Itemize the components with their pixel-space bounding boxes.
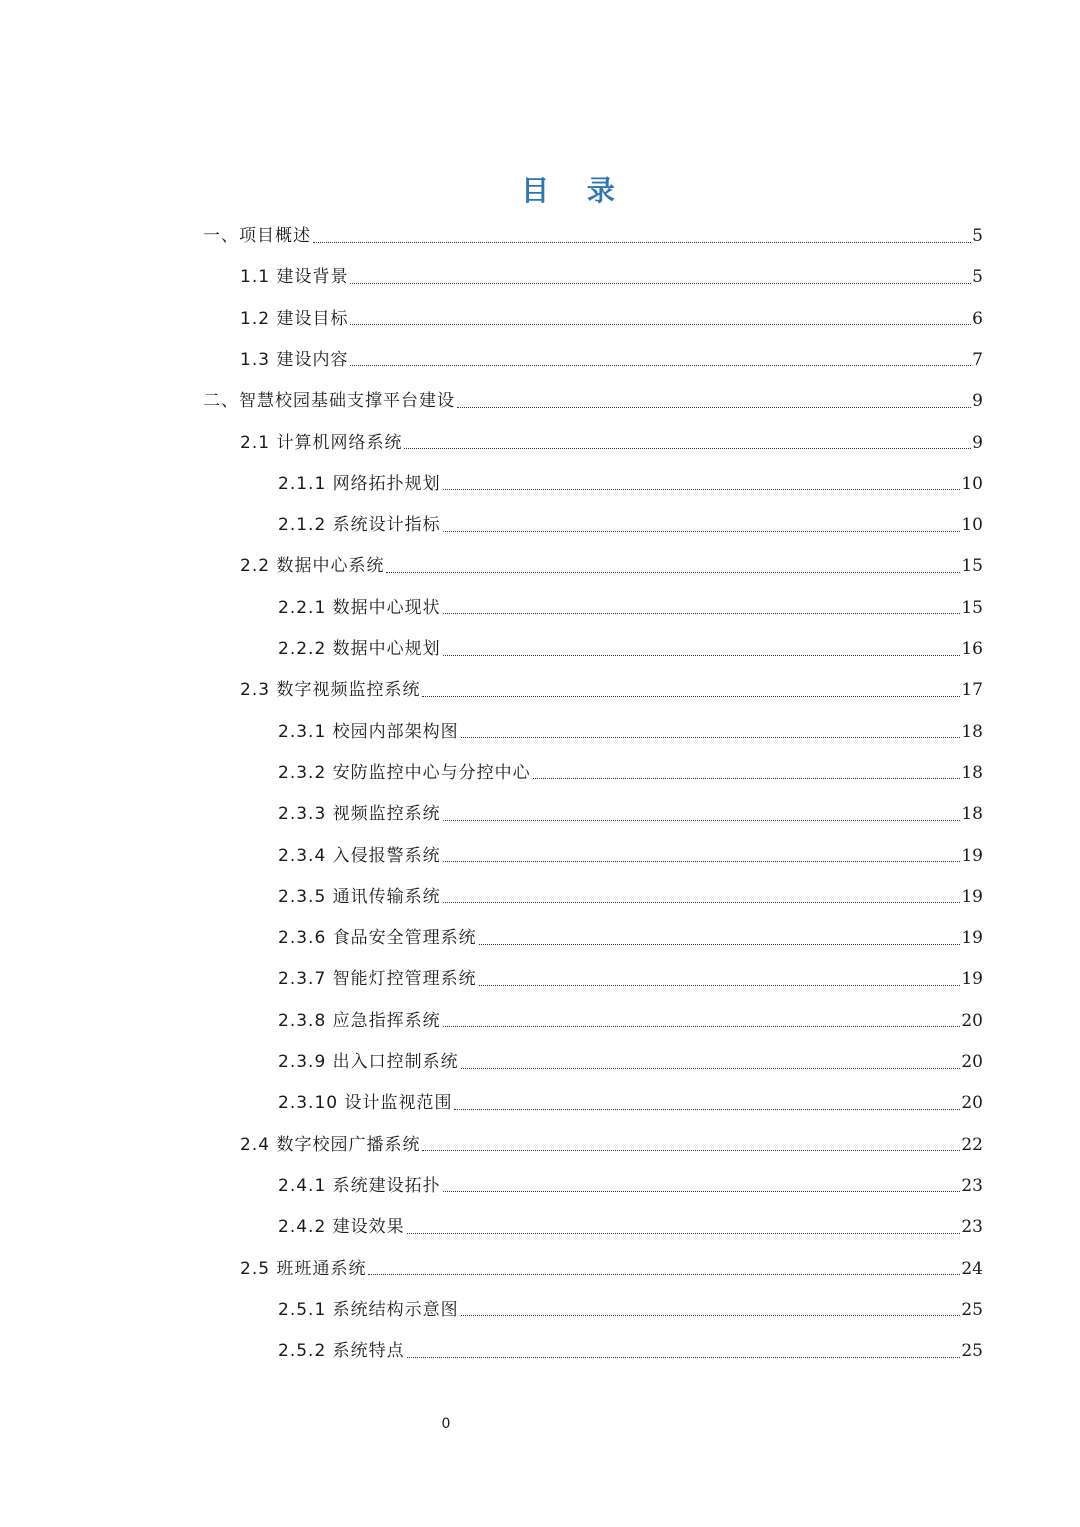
toc-dot-leader bbox=[461, 1067, 961, 1069]
toc-entry[interactable] bbox=[240, 423, 983, 464]
toc-entry[interactable] bbox=[278, 1001, 983, 1042]
toc-entry[interactable] bbox=[278, 1207, 983, 1248]
toc-entry-label: 2.4 数字校园广播系统 bbox=[240, 1134, 421, 1155]
toc-dot-leader bbox=[404, 447, 971, 449]
toc-entry[interactable] bbox=[278, 918, 983, 959]
toc-entry-label: 2.3.5 通讯传输系统 bbox=[278, 886, 441, 907]
toc-dot-leader bbox=[350, 323, 971, 325]
toc-entry-page-number: 15 bbox=[961, 597, 983, 618]
toc-dot-leader bbox=[454, 1108, 960, 1110]
toc-entry-label: 2.2.1 数据中心现状 bbox=[278, 597, 441, 618]
toc-dot-leader bbox=[443, 654, 961, 656]
toc-entry-page-number: 19 bbox=[961, 886, 983, 907]
toc-entry-label: 2.3.7 智能灯控管理系统 bbox=[278, 969, 477, 990]
toc-entry[interactable] bbox=[278, 712, 983, 753]
toc-entry-label: 2.3.2 安防监控中心与分控中心 bbox=[278, 762, 531, 783]
toc-entry-label: 2.3.4 入侵报警系统 bbox=[278, 845, 441, 866]
toc-entry-label: 2.4.2 建设效果 bbox=[278, 1217, 405, 1238]
toc-entry-label: 2.1 计算机网络系统 bbox=[240, 432, 403, 453]
toc-entry-page-number: 9 bbox=[972, 391, 983, 412]
toc-entry-label: 一、项目概述 bbox=[203, 226, 311, 246]
toc-dot-leader bbox=[443, 488, 961, 490]
toc-dot-leader bbox=[350, 364, 971, 366]
toc-entry-label: 2.1.1 网络拓扑规划 bbox=[278, 473, 441, 494]
toc-entry-label: 1.3 建设内容 bbox=[240, 349, 349, 370]
toc-entry-label: 2.2.2 数据中心规划 bbox=[278, 639, 441, 659]
toc-dot-leader bbox=[422, 695, 960, 697]
toc-dot-leader bbox=[407, 1232, 961, 1234]
toc-entry-label: 2.3.6 食品安全管理系统 bbox=[278, 928, 477, 949]
toc-entry-page-number: 23 bbox=[961, 1217, 983, 1238]
toc-entry-label: 2.3.3 视频监控系统 bbox=[278, 804, 441, 825]
toc-dot-leader bbox=[479, 984, 961, 986]
toc-entry[interactable] bbox=[278, 877, 983, 918]
toc-entry-label: 2.3.1 校园内部架构图 bbox=[278, 721, 459, 742]
toc-entry-page-number: 22 bbox=[961, 1134, 983, 1155]
toc-dot-leader bbox=[461, 736, 961, 738]
toc-entry-page-number: 10 bbox=[961, 515, 983, 536]
toc-entry[interactable] bbox=[278, 794, 983, 835]
toc-entry-label: 2.5.2 系统特点 bbox=[278, 1341, 405, 1362]
toc-dot-leader bbox=[422, 1149, 960, 1151]
toc-entry-label: 2.4.1 系统建设拓扑 bbox=[278, 1175, 441, 1196]
toc-entry-label: 2.1.2 系统设计指标 bbox=[278, 515, 441, 536]
toc-entry-label: 2.5 班班通系统 bbox=[240, 1258, 367, 1279]
toc-entry[interactable] bbox=[278, 1166, 983, 1207]
toc-entry-page-number: 15 bbox=[961, 556, 983, 577]
toc-entry[interactable] bbox=[278, 1083, 983, 1124]
toc-entry[interactable] bbox=[278, 464, 983, 505]
toc-dot-leader bbox=[461, 1314, 961, 1316]
toc-dot-leader bbox=[386, 571, 960, 573]
toc-entry[interactable] bbox=[278, 505, 983, 546]
toc-entry-page-number: 6 bbox=[972, 308, 983, 329]
toc-entry-label: 1.1 建设背景 bbox=[240, 267, 349, 288]
toc-entry[interactable] bbox=[240, 1125, 983, 1166]
toc-dot-leader bbox=[533, 777, 961, 779]
toc-entry[interactable] bbox=[240, 299, 983, 340]
toc-entry-page-number: 5 bbox=[972, 226, 983, 246]
toc-entry[interactable] bbox=[278, 629, 983, 670]
toc-entry-page-number: 25 bbox=[961, 1299, 983, 1320]
toc-entry[interactable] bbox=[278, 1042, 983, 1083]
toc-entry[interactable] bbox=[278, 836, 983, 877]
toc-dot-leader bbox=[368, 1273, 960, 1275]
toc-entry-page-number: 9 bbox=[972, 432, 983, 453]
toc-dot-leader bbox=[479, 943, 961, 945]
toc-entry-page-number: 18 bbox=[961, 804, 983, 825]
toc-entry-label: 2.5.1 系统结构示意图 bbox=[278, 1299, 459, 1320]
toc-entry[interactable] bbox=[278, 959, 983, 1000]
toc-entry-page-number: 10 bbox=[961, 473, 983, 494]
toc-entry[interactable] bbox=[240, 257, 983, 298]
toc-dot-leader bbox=[443, 612, 961, 614]
toc-entry-page-number: 20 bbox=[961, 1093, 983, 1114]
toc-dot-leader bbox=[443, 1025, 961, 1027]
toc-entry[interactable] bbox=[203, 216, 983, 257]
toc-entry-page-number: 16 bbox=[961, 639, 983, 659]
toc-entry-page-number: 19 bbox=[961, 969, 983, 990]
toc-entry[interactable] bbox=[278, 588, 983, 629]
toc-entry-page-number: 19 bbox=[961, 845, 983, 866]
toc-entry-page-number: 18 bbox=[961, 721, 983, 742]
toc-entry-page-number: 17 bbox=[961, 680, 983, 701]
toc-entry-page-number: 23 bbox=[961, 1175, 983, 1196]
toc-entry-label: 二、智慧校园基础支撑平台建设 bbox=[203, 391, 455, 412]
toc-entry[interactable] bbox=[240, 670, 983, 711]
toc-entry[interactable] bbox=[278, 753, 983, 794]
toc-entry-page-number: 5 bbox=[972, 267, 983, 288]
toc-entry[interactable] bbox=[278, 1331, 983, 1372]
toc-dot-leader bbox=[443, 860, 961, 862]
toc-entry[interactable] bbox=[240, 340, 983, 381]
toc-entry-page-number: 24 bbox=[961, 1258, 983, 1279]
toc-entry-label: 2.2 数据中心系统 bbox=[240, 556, 385, 577]
toc-dot-leader bbox=[407, 1356, 961, 1358]
toc-entry[interactable] bbox=[240, 1249, 983, 1290]
toc-entry-page-number: 19 bbox=[961, 928, 983, 949]
page-number: 0 bbox=[441, 1416, 451, 1432]
toc-entry-label: 1.2 建设目标 bbox=[240, 308, 349, 329]
toc-entry-page-number: 18 bbox=[961, 762, 983, 783]
toc-entry-label: 2.3 数字视频监控系统 bbox=[240, 680, 421, 701]
toc-dot-leader bbox=[313, 241, 971, 243]
toc-entry[interactable] bbox=[240, 546, 983, 587]
toc-entry[interactable] bbox=[278, 1290, 983, 1331]
toc-entry-label: 2.3.8 应急指挥系统 bbox=[278, 1010, 441, 1031]
toc-dot-leader bbox=[443, 1190, 961, 1192]
toc-entry-page-number: 20 bbox=[961, 1052, 983, 1072]
toc-title: 目 录 bbox=[521, 174, 629, 207]
toc-dot-leader bbox=[443, 530, 961, 532]
toc-dot-leader bbox=[443, 901, 961, 903]
toc-entry-label: 2.3.10 设计监视范围 bbox=[278, 1093, 453, 1114]
toc-dot-leader bbox=[350, 282, 971, 284]
toc-entry-page-number: 20 bbox=[961, 1010, 983, 1031]
toc-entry-label: 2.3.9 出入口控制系统 bbox=[278, 1052, 459, 1072]
toc-entry-page-number: 7 bbox=[972, 349, 983, 370]
toc-entry-page-number: 25 bbox=[961, 1341, 983, 1362]
toc-entry[interactable] bbox=[203, 381, 983, 422]
toc-dot-leader bbox=[443, 819, 961, 821]
toc-dot-leader bbox=[457, 406, 971, 408]
